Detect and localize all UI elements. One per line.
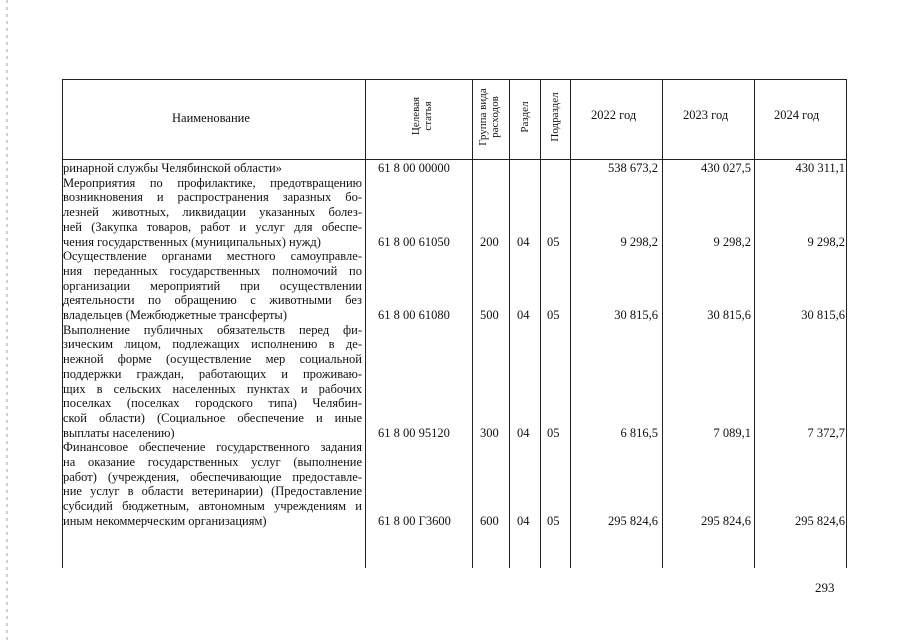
row-code: 61 8 00 95120 [378,425,450,440]
col-line-6 [662,79,663,568]
row-code: 61 8 00 61080 [378,308,450,322]
row-section: 04 [517,308,530,322]
table-top-border [62,79,847,80]
col-line-4 [540,79,541,568]
row-code: 61 8 00 Г3600 [378,513,451,528]
row-name-line: лезней животных, ликвидации указанных болез- [63,205,362,220]
col-line-7 [754,79,755,568]
row-name-line: деятельности по обращению с животными без [63,293,362,308]
scan-edge [6,0,8,640]
row-value-2023: 295 824,6 [701,513,751,528]
header-bottom-border [62,159,847,160]
header-target-article-l1: Целевая [410,96,422,136]
row-name-line: на оказание государственных услуг (выполнение [63,455,362,469]
row-name [63,176,362,250]
row-group: 300 [480,425,499,440]
row-value-2022: 30 815,6 [614,308,658,322]
row-section: 04 [517,425,530,440]
col-line-5 [570,79,571,568]
row-code: 61 8 00 00000 [378,161,450,175]
row-value-2023: 7 089,1 [713,425,751,440]
row-subsection: 05 [547,308,560,322]
row-name [63,161,362,176]
row-code: 61 8 00 61050 [378,234,450,249]
row-name-line: ринарной службы Челябинской области» [63,161,282,175]
page-number: 293 [815,580,835,595]
row-value-2024: 7 372,7 [807,425,845,440]
row-group: 500 [480,308,499,322]
header-section: Раздел [519,101,531,133]
row-name-line: зическим лицом, подлежащих исполнению в де- [63,337,362,352]
row-value-2023: 9 298,2 [713,234,751,249]
row-name-line: ния переданных государственных полномочий по [63,263,362,278]
row-name [63,440,362,528]
col-line-1 [365,79,366,568]
row-name-line: чения государственных (муниципальных) нужд) [63,234,321,249]
row-name-line: владельцев (Межбюджетные трансферты) [63,308,287,322]
row-value-2022: 295 824,6 [608,513,658,528]
row-value-2023: 30 815,6 [707,308,751,322]
row-section: 04 [517,234,530,249]
row-name [63,249,362,323]
row-subsection: 05 [547,234,560,249]
row-value-2024: 295 824,6 [795,513,845,528]
row-name [63,323,362,441]
header-expense-group-l1: Группа вида [477,88,489,146]
row-group: 200 [480,234,499,249]
header-expense-group [477,88,501,146]
row-value-2022: 538 673,2 [608,161,658,175]
header-2023: 2023 год [683,108,729,122]
row-value-2024: 30 815,6 [801,308,845,322]
header-subsection: Подраздел [549,92,561,142]
row-name-line: щих в сельских населенных пунктах и рабочих [63,381,362,396]
header-name: Наименование [172,111,250,125]
row-section: 04 [517,513,530,528]
row-value-2023: 430 027,5 [701,161,751,175]
row-name-line: Мероприятия по профилактике, предотвращению [63,175,362,190]
row-group: 600 [480,513,499,528]
header-target-article [410,97,434,135]
row-name-line: Осуществление органами местного самоуправле- [63,249,362,264]
row-subsection: 05 [547,425,560,440]
row-name-line: возникновения и распространения заразных бо- [63,190,362,205]
header-2022: 2022 год [591,108,637,122]
col-line-2 [472,79,473,568]
header-target-article-l2: статья [422,101,434,131]
header-expense-group-l2: расходов [489,96,501,138]
row-value-2024: 9 298,2 [807,234,845,249]
row-subsection: 05 [547,513,560,528]
row-name-line: выплаты населению) [63,425,175,440]
row-value-2022: 6 816,5 [620,425,658,440]
row-name-line: ской области) (Социальное обеспечение и иные [63,410,362,425]
row-name-line: нежной форме (осуществление мер социальной [63,352,362,367]
col-line-3 [509,79,510,568]
row-name-line: работ) (учреждения, обеспечивающие предоставле- [63,469,362,484]
col-line-8 [846,79,847,568]
row-name-line: ние услуг в области ветеринарии) (Предоставление [63,484,362,499]
header-2024: 2024 год [774,108,820,122]
row-name-line: организации мероприятий при осуществлении [63,278,362,293]
row-name-line: Финансовое обеспечение государственного задания [63,440,362,455]
row-name-line: поселках (поселках городского типа) Челябин- [63,396,362,411]
row-name-line: субсидий бюджетным, автономным учреждениям и [63,499,362,514]
row-name-line: Выполнение публичных обязательств перед фи- [63,322,362,337]
row-name-line: поддержки граждан, работающих и проживаю- [63,366,362,381]
row-value-2024: 430 311,1 [795,161,845,175]
row-name-line: иным некоммерческим организациям) [63,513,267,528]
row-name-line: ней (Закупка товаров, работ и услуг для обеспе- [63,219,362,234]
row-value-2022: 9 298,2 [620,234,658,249]
